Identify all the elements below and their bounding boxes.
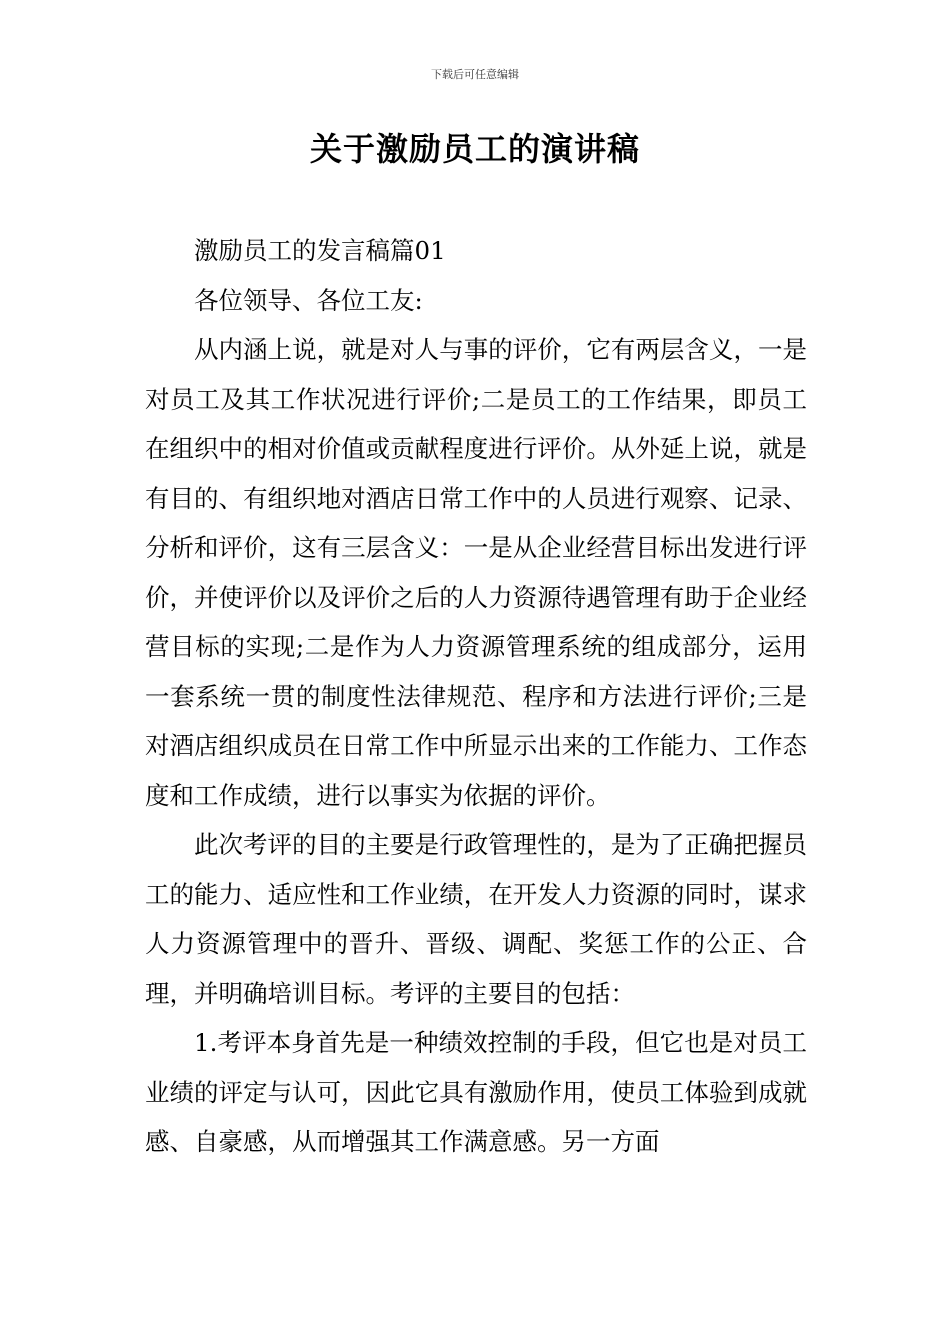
section-heading: 激励员工的发言稿篇01: [194, 236, 446, 265]
document-body: [145, 226, 807, 1167]
header-note: 下载后可任意编辑: [431, 68, 519, 81]
body-paragraph: 1.考评本身首先是一种绩效控制的手段，但它也是对员工业绩的评定与认可，因此它具有激励作用，使员工体验到成就感、自豪感，从而增强其工作满意感。另一方面: [145, 1028, 807, 1156]
body-paragraph: 此次考评的目的主要是行政管理性的，是为了正确把握员工的能力、适应性和工作业绩，在开发人力资源的同时，谋求人力资源管理中的晋升、晋级、调配、奖惩工作的公正、合理，并明确培训目标。考评的主要目的包括：: [145, 830, 807, 1008]
salutation: 各位领导、各位工友:: [194, 285, 423, 315]
body-paragraph: 从内涵上说，就是对人与事的评价，它有两层含义，一是对员工及其工作状况进行评价;二是员工的工作结果，即员工在组织中的相对价值或贡献程度进行评价。从外延上说，就是有目的、有组织地对酒店日常工作中的人员进行观察、记录、分析和评价，这有三层含义：一是从企业经营目标出发进行评价，并使评价以及评价之后的人力资源待遇管理有助于企业经营目标的实现;二是作为人力资源管理系统的组成部分，运用一套系统一贯的制度性法律规范、程序和方法进行评价;三是对酒店组织成员在日常工作中所显示出来的工作能力、工作态度和工作成绩，进行以事实为依据的评价。: [145, 335, 807, 810]
document-title: 关于激励员工的演讲稿: [309, 130, 640, 168]
